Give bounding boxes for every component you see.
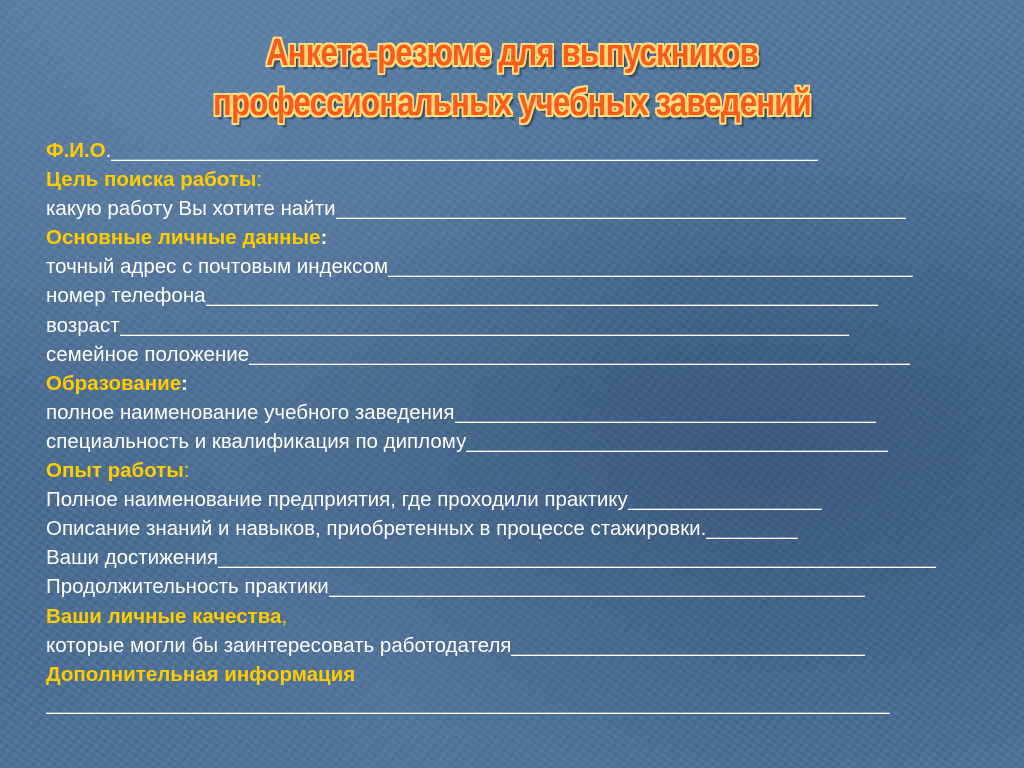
address-blank[interactable]: ______________________________________________ [388,255,913,279]
age-blank[interactable]: ________________________________________________________________ [119,313,850,337]
field-age [46,311,976,340]
marital-label: семейное положение [46,342,250,366]
experience-heading: Опыт работы [46,459,184,483]
specialty-blank[interactable]: _____________________________________ [466,429,889,453]
duration-label: Продолжительность практики [46,575,329,599]
achievements-blank[interactable]: _______________________________________________________________ [218,546,937,570]
personal-heading: Основные личные данные [46,226,321,250]
field-institution [46,398,976,427]
goal-heading: Цель поиска работы [46,168,257,192]
field-duration [46,572,976,601]
section-education [46,369,976,398]
skills-label: Описание знаний и навыков, приобретенных в процессе стажировки. [46,517,707,541]
skills-blank[interactable]: ________ [706,517,798,541]
qualities-heading: Ваши личные качества [46,604,282,628]
section-personal [46,223,976,252]
education-heading: Образование [46,371,182,395]
institution-blank[interactable]: _____________________________________ [454,400,877,424]
page-title [92,28,932,128]
fio-label: Ф.И.О [46,139,106,162]
fio-punct: . [105,139,112,162]
enterprise-label: Полное наименование предприятия, где проходили практику [46,488,628,512]
address-label: точный адрес с почтовым индексом [46,255,389,279]
phone-label: номер телефона [46,284,206,308]
duration-blank[interactable]: _______________________________________________ [328,575,865,599]
personal-heading-punct: : [320,226,328,250]
field-qualities [46,631,976,660]
section-experience [46,456,976,485]
enterprise-blank[interactable]: _________________ [627,488,822,512]
qualities-label: которые могли бы заинтересовать работодателя [46,633,512,657]
title-line-2: профессиональных учебных заведений [213,82,811,124]
experience-heading-punct: : [183,459,190,483]
desired-job-label: какую работу Вы хотите найти [46,197,336,221]
marital-blank[interactable]: __________________________________________________________ [249,342,911,366]
section-goal [46,165,976,194]
field-enterprise [46,485,976,514]
age-label: возраст [46,313,120,337]
fio-blank[interactable]: ______________________________________________________________ [111,139,819,162]
field-phone [46,281,976,310]
field-fio [46,136,976,165]
field-specialty [46,427,976,456]
education-heading-punct: : [181,371,188,395]
questionnaire-form [46,136,976,718]
section-additional [46,660,976,689]
field-address [46,252,976,281]
qualities-blank[interactable]: _______________________________ [511,633,865,657]
qualities-heading-punct: , [281,604,288,628]
phone-blank[interactable]: ___________________________________________________________ [205,284,879,308]
field-additional [46,689,976,718]
goal-heading-punct: : [256,168,263,192]
specialty-label: специальность и квалификация по диплому [46,429,467,453]
additional-heading: Дополнительная информация [46,662,356,686]
field-achievements [46,543,976,572]
desired-job-blank[interactable]: __________________________________________________ [335,197,906,221]
field-marital [46,340,976,369]
institution-label: полное наименование учебного заведения [46,400,455,424]
field-skills [46,514,976,543]
title-line-1: Анкета-резюме для выпускников [266,32,758,74]
additional-blank[interactable]: __________________________________________________________________________ [46,691,890,715]
achievements-label: Ваши достижения [46,546,219,570]
field-desired-job [46,194,976,223]
section-qualities [46,602,976,631]
